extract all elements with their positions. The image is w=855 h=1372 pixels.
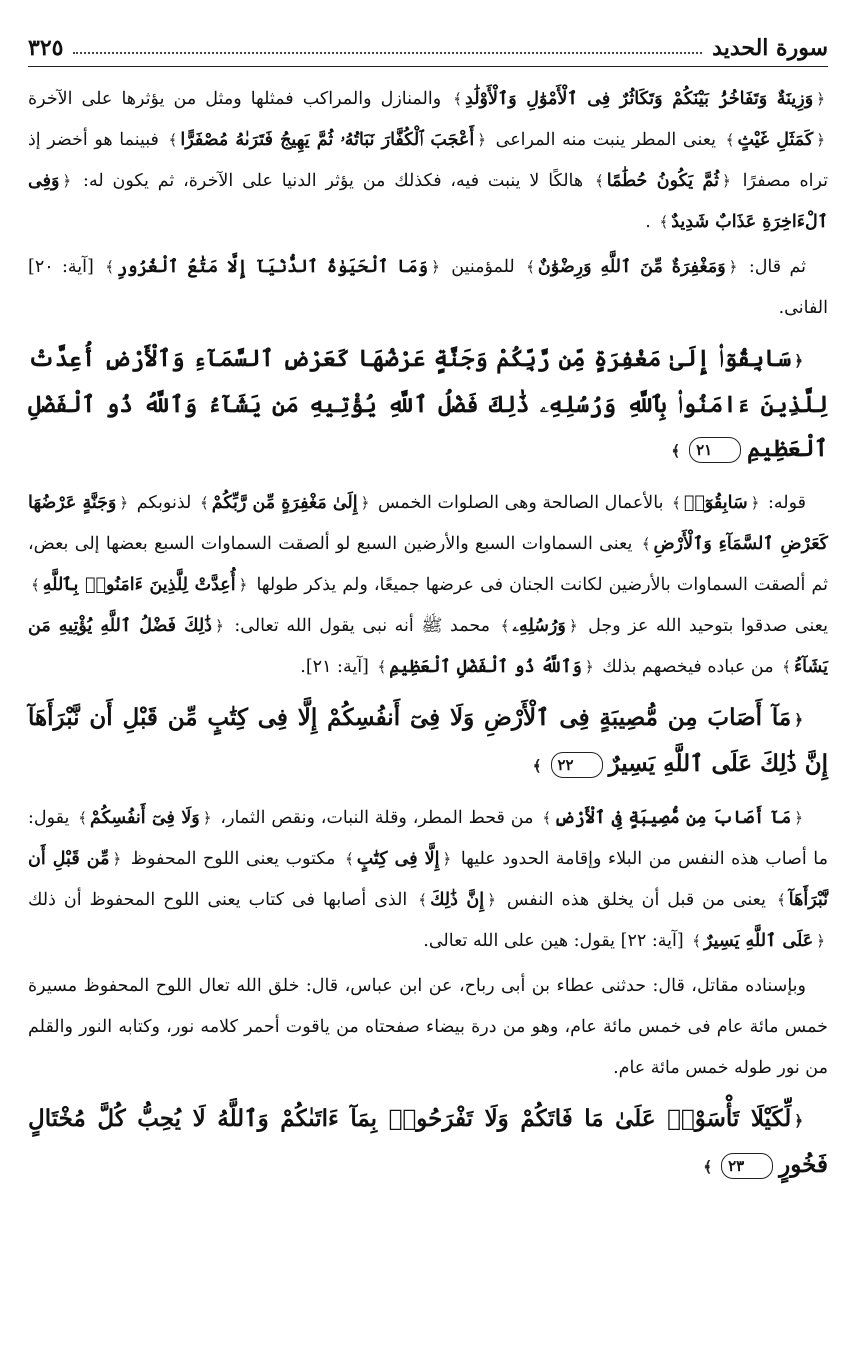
quote-open-ornament: ﴿ xyxy=(477,131,486,149)
commentary-text: محمد ﷺ أنه نبى يقول الله تعالى: xyxy=(226,616,498,636)
commentary-text: والمنازل والمراكب فمثلها ومثل من يؤثرها على الآخرة xyxy=(28,89,451,109)
commentary-text: يعنى صدقوا بتوحيد الله عز وجل xyxy=(580,616,828,636)
commentary-text: يعنى السماوات السبع والأرضين السبع لو ألصقت السماوات السبع بعضها إلى بعض، ثم ألصقت السماوات بالأرضين لكانت الجنان فى عرضها جميعًا، ولم يذكر طولها xyxy=(28,534,828,595)
quran-quote: وَجَنَّةٍ عَرْضُهَا كَعَرْضِ ٱلسَّمَآءِ وَٱلْأَرْضِ xyxy=(28,493,828,554)
quran-quote: مَآ أَصَابَ مِن مُّصِيبَةٍ فِى ٱلْأَرْضِ xyxy=(554,808,792,828)
book-page xyxy=(28,30,828,1199)
quran-quote: إِنَّ ذَٰلِكَ xyxy=(430,890,485,910)
commentary-text: قوله: xyxy=(762,493,806,513)
quote-close-ornament: ﴾ xyxy=(78,809,88,827)
quran-quote: أُعِدَّتْ لِلَّذِينَ ءَامَنُوا۟ بِٱللَّهِ xyxy=(42,575,236,595)
commentary-text: هالكًا لا ينبت فيه، فكذلك من يؤثر الدنيا على الآخرة، ثم يكون له: xyxy=(74,171,592,191)
quran-quote: وَرُسُلِهِۦ xyxy=(512,616,566,636)
commentary-paragraph xyxy=(28,483,828,688)
commentary-text: [آية: ٢٢] يقول: هين على الله تعالى. xyxy=(423,931,690,951)
quran-verse-block xyxy=(28,1097,828,1189)
quran-quote: وَزِينَةٌ وَتَفَاخُرُۢ بَيْنَكُمْ وَتَكَاثُرٌ فِى ٱلْأَمْوَٰلِ وَٱلْأَوْلَٰدِ xyxy=(465,89,814,109)
quote-open-ornament: ﴿ xyxy=(119,494,129,512)
quote-open-ornament: ﴿ xyxy=(568,617,578,635)
quran-quote: أَعْجَبَ ٱلْكُفَّارَ نَبَاتُهُۥ ثُمَّ يَهِيجُ فَتَرَىٰهُ مُصْفَرًّا xyxy=(180,130,475,150)
quote-close-ornament: ﴾ xyxy=(500,617,510,635)
verse-close-ornament: ﴾ xyxy=(532,757,542,775)
quote-open-ornament: ﴿ xyxy=(202,809,212,827)
verse-open-ornament: ﴿ xyxy=(794,711,803,729)
quote-close-ornament: ﴾ xyxy=(105,258,114,276)
header-dotted-leader xyxy=(73,52,702,54)
quran-quote: إِلَّا فِى كِتَٰبٍ xyxy=(356,849,440,869)
commentary-text: من عباده فيخصهم بذلك xyxy=(596,657,780,677)
commentary-paragraph xyxy=(28,798,828,962)
commentary-paragraph xyxy=(28,247,828,329)
commentary-text: . xyxy=(645,212,657,232)
commentary-text: يعنى من قبل أن يخلق هذه النفس xyxy=(498,890,774,910)
surah-title: سورة الحديد xyxy=(712,35,828,61)
commentary-text: لذنوبكم xyxy=(131,493,197,513)
quran-quote: كَمَثَلِ غَيْثٍ xyxy=(737,130,814,150)
quran-quote: ذَٰلِكَ فَضْلُ ٱللَّهِ يُؤْتِيهِ مَن يَشَآءُ xyxy=(28,616,828,677)
quran-quote: وَٱللَّهُ ذُو ٱلْفَضْلِ ٱلْعَظِيمِ xyxy=(389,657,582,677)
quote-close-ornament: ﴾ xyxy=(776,891,786,909)
quote-open-ornament: ﴿ xyxy=(238,576,248,594)
quran-quote: وَمَا ٱلْحَيَوٰةُ ٱلدُّنْيَآ إِلَّا مَتَٰعُ ٱلْغُرُورِ xyxy=(117,257,429,277)
commentary-paragraph xyxy=(28,966,828,1089)
quote-close-ornament: ﴾ xyxy=(672,494,681,512)
quran-verse-block xyxy=(28,696,828,788)
quote-open-ornament: ﴿ xyxy=(816,90,825,108)
quote-open-ornament: ﴿ xyxy=(794,809,803,827)
quote-open-ornament: ﴿ xyxy=(584,658,594,676)
commentary-text: ثم قال: xyxy=(740,257,806,277)
quote-close-ornament: ﴾ xyxy=(641,535,651,553)
page-number: ٣٢٥ xyxy=(28,35,64,61)
verse-close-ornament: ﴾ xyxy=(671,442,681,460)
quote-close-ornament: ﴾ xyxy=(418,891,428,909)
quote-open-ornament: ﴿ xyxy=(442,850,452,868)
quote-open-ornament: ﴿ xyxy=(214,617,224,635)
commentary-paragraph xyxy=(28,79,828,243)
quran-quote: وَلَا فِىٓ أَنفُسِكُمْ xyxy=(90,808,200,828)
quote-open-ornament: ﴿ xyxy=(816,131,826,149)
quote-open-ornament: ﴿ xyxy=(728,258,738,276)
quote-close-ornament: ﴾ xyxy=(659,213,669,231)
quote-open-ornament: ﴿ xyxy=(816,932,825,950)
commentary-text: بالأعمال الصالحة وهى الصلوات الخمس xyxy=(372,493,670,513)
quote-open-ornament: ﴿ xyxy=(431,258,440,276)
verse-open-ornament: ﴿ xyxy=(794,352,803,370)
quran-quote: سَابِقُوٓا۟ xyxy=(683,493,748,513)
quote-close-ornament: ﴾ xyxy=(199,494,209,512)
quote-open-ornament: ﴿ xyxy=(112,850,122,868)
page-body xyxy=(28,79,828,1189)
ayah-number-marker: ٢١ xyxy=(689,437,741,463)
verse-text: سَابِقُوٓا۟ إِلَىٰ مَغْفِرَةٍ مِّن رَّبِّكُمْ وَجَنَّةٍ عَرْضُهَا كَعَرْضِ ٱلسَّمَآءِ وَٱلْأَرْضِ أُعِدَّتْ لِلَّذِينَ ءَامَنُوا۟ بِٱللَّهِ وَرُسُلِهِۦ ذَٰلِكَ فَضْلُ ٱللَّهِ يُؤْتِيهِ مَن يَشَآءُ وَٱللَّهُ ذُو ٱلْفَضْلِ ٱلْعَظِيمِ xyxy=(28,345,828,462)
quote-open-ornament: ﴿ xyxy=(722,172,731,190)
verse-open-ornament: ﴿ xyxy=(794,1112,803,1130)
quote-close-ornament: ﴾ xyxy=(377,658,387,676)
quran-quote: وَفِى ٱلْءَاخِرَةِ عَذَابٌ شَدِيدٌ xyxy=(28,171,828,232)
quote-close-ornament: ﴾ xyxy=(31,576,40,594)
quote-close-ornament: ﴾ xyxy=(526,258,535,276)
ayah-number-marker: ٢٣ xyxy=(721,1153,773,1179)
quote-close-ornament: ﴾ xyxy=(168,131,178,149)
page-header xyxy=(28,30,828,67)
quote-close-ornament: ﴾ xyxy=(594,172,604,190)
commentary-text: [آية: ٢١]. xyxy=(300,657,375,677)
quran-quote: ثُمَّ يَكُونُ حُطَٰمًا xyxy=(606,171,720,191)
commentary-text: وبإسناده مقاتل، قال: حدثنى عطاء بن أبى رباح، عن ابن عباس، قال: خلق الله تعال اللوح المحفوظ مسيرة خمس مائة عام فى خمس مائة عام، وهو من درة بيضاء صفحتاه من ياقوت أحمر كلامه نور، وكتابه النور والقلم من نور طوله خمس مائة عام. xyxy=(28,976,828,1078)
commentary-text: يعنى المطر ينبت منه المراعى xyxy=(489,130,723,150)
quote-close-ornament: ﴾ xyxy=(344,850,354,868)
commentary-text: يقول: ما أصاب هذه النفس من البلاء وإقامة الحدود عليها xyxy=(28,808,829,869)
commentary-text: من قحط المطر، وقلة النبات، ونقص الثمار، xyxy=(214,808,540,828)
quote-open-ornament: ﴿ xyxy=(62,172,72,190)
verse-text: لِّكَيْلَا تَأْسَوْا۟ عَلَىٰ مَا فَاتَكُمْ وَلَا تَفْرَحُوا۟ بِمَآ ءَاتَىٰكُمْ وَٱللَّهُ لَا يُحِبُّ كُلَّ مُخْتَالٍ فَخُورٍ xyxy=(28,1105,828,1178)
verse-close-ornament: ﴾ xyxy=(703,1158,713,1176)
quran-quote: إِلَىٰ مَغْفِرَةٍ مِّن رَّبِّكُمْ xyxy=(211,493,358,513)
commentary-text: فبينما هو أخضر إذ تراه مصفرًا xyxy=(28,130,829,191)
quote-close-ornament: ﴾ xyxy=(453,90,463,108)
quote-close-ornament: ﴾ xyxy=(692,932,702,950)
commentary-text: [آية: ٢٠] الفانى. xyxy=(28,257,828,318)
quote-open-ornament: ﴿ xyxy=(487,891,496,909)
commentary-text: للمؤمنين xyxy=(442,257,524,277)
quote-close-ornament: ﴾ xyxy=(542,809,552,827)
quran-verse-block xyxy=(28,337,828,473)
verse-text: مَآ أَصَابَ مِن مُّصِيبَةٍ فِى ٱلْأَرْضِ وَلَا فِىٓ أَنفُسِكُمْ إِلَّا فِى كِتَٰبٍ مِّن قَبْلِ أَن نَّبْرَأَهَآ إِنَّ ذَٰلِكَ عَلَى ٱللَّهِ يَسِيرٌ xyxy=(28,704,828,777)
quran-quote: وَمَغْفِرَةٌ مِّنَ ٱللَّهِ وَرِضْوَٰنٌ xyxy=(537,257,726,277)
quote-close-ornament: ﴾ xyxy=(782,658,791,676)
commentary-text: الذى أصابها فى كتاب يعنى اللوح المحفوظ أن ذلك xyxy=(28,890,416,910)
quote-open-ornament: ﴿ xyxy=(750,494,760,512)
quote-open-ornament: ﴿ xyxy=(360,494,370,512)
commentary-text: مكتوب يعنى اللوح المحفوظ xyxy=(124,849,342,869)
quote-close-ornament: ﴾ xyxy=(725,131,735,149)
ayah-number-marker: ٢٢ xyxy=(551,752,603,778)
quran-quote: مِّن قَبْلِ أَن نَّبْرَأَهَآ xyxy=(28,849,828,910)
quran-quote: عَلَى ٱللَّهِ يَسِيرٌ xyxy=(704,931,814,951)
